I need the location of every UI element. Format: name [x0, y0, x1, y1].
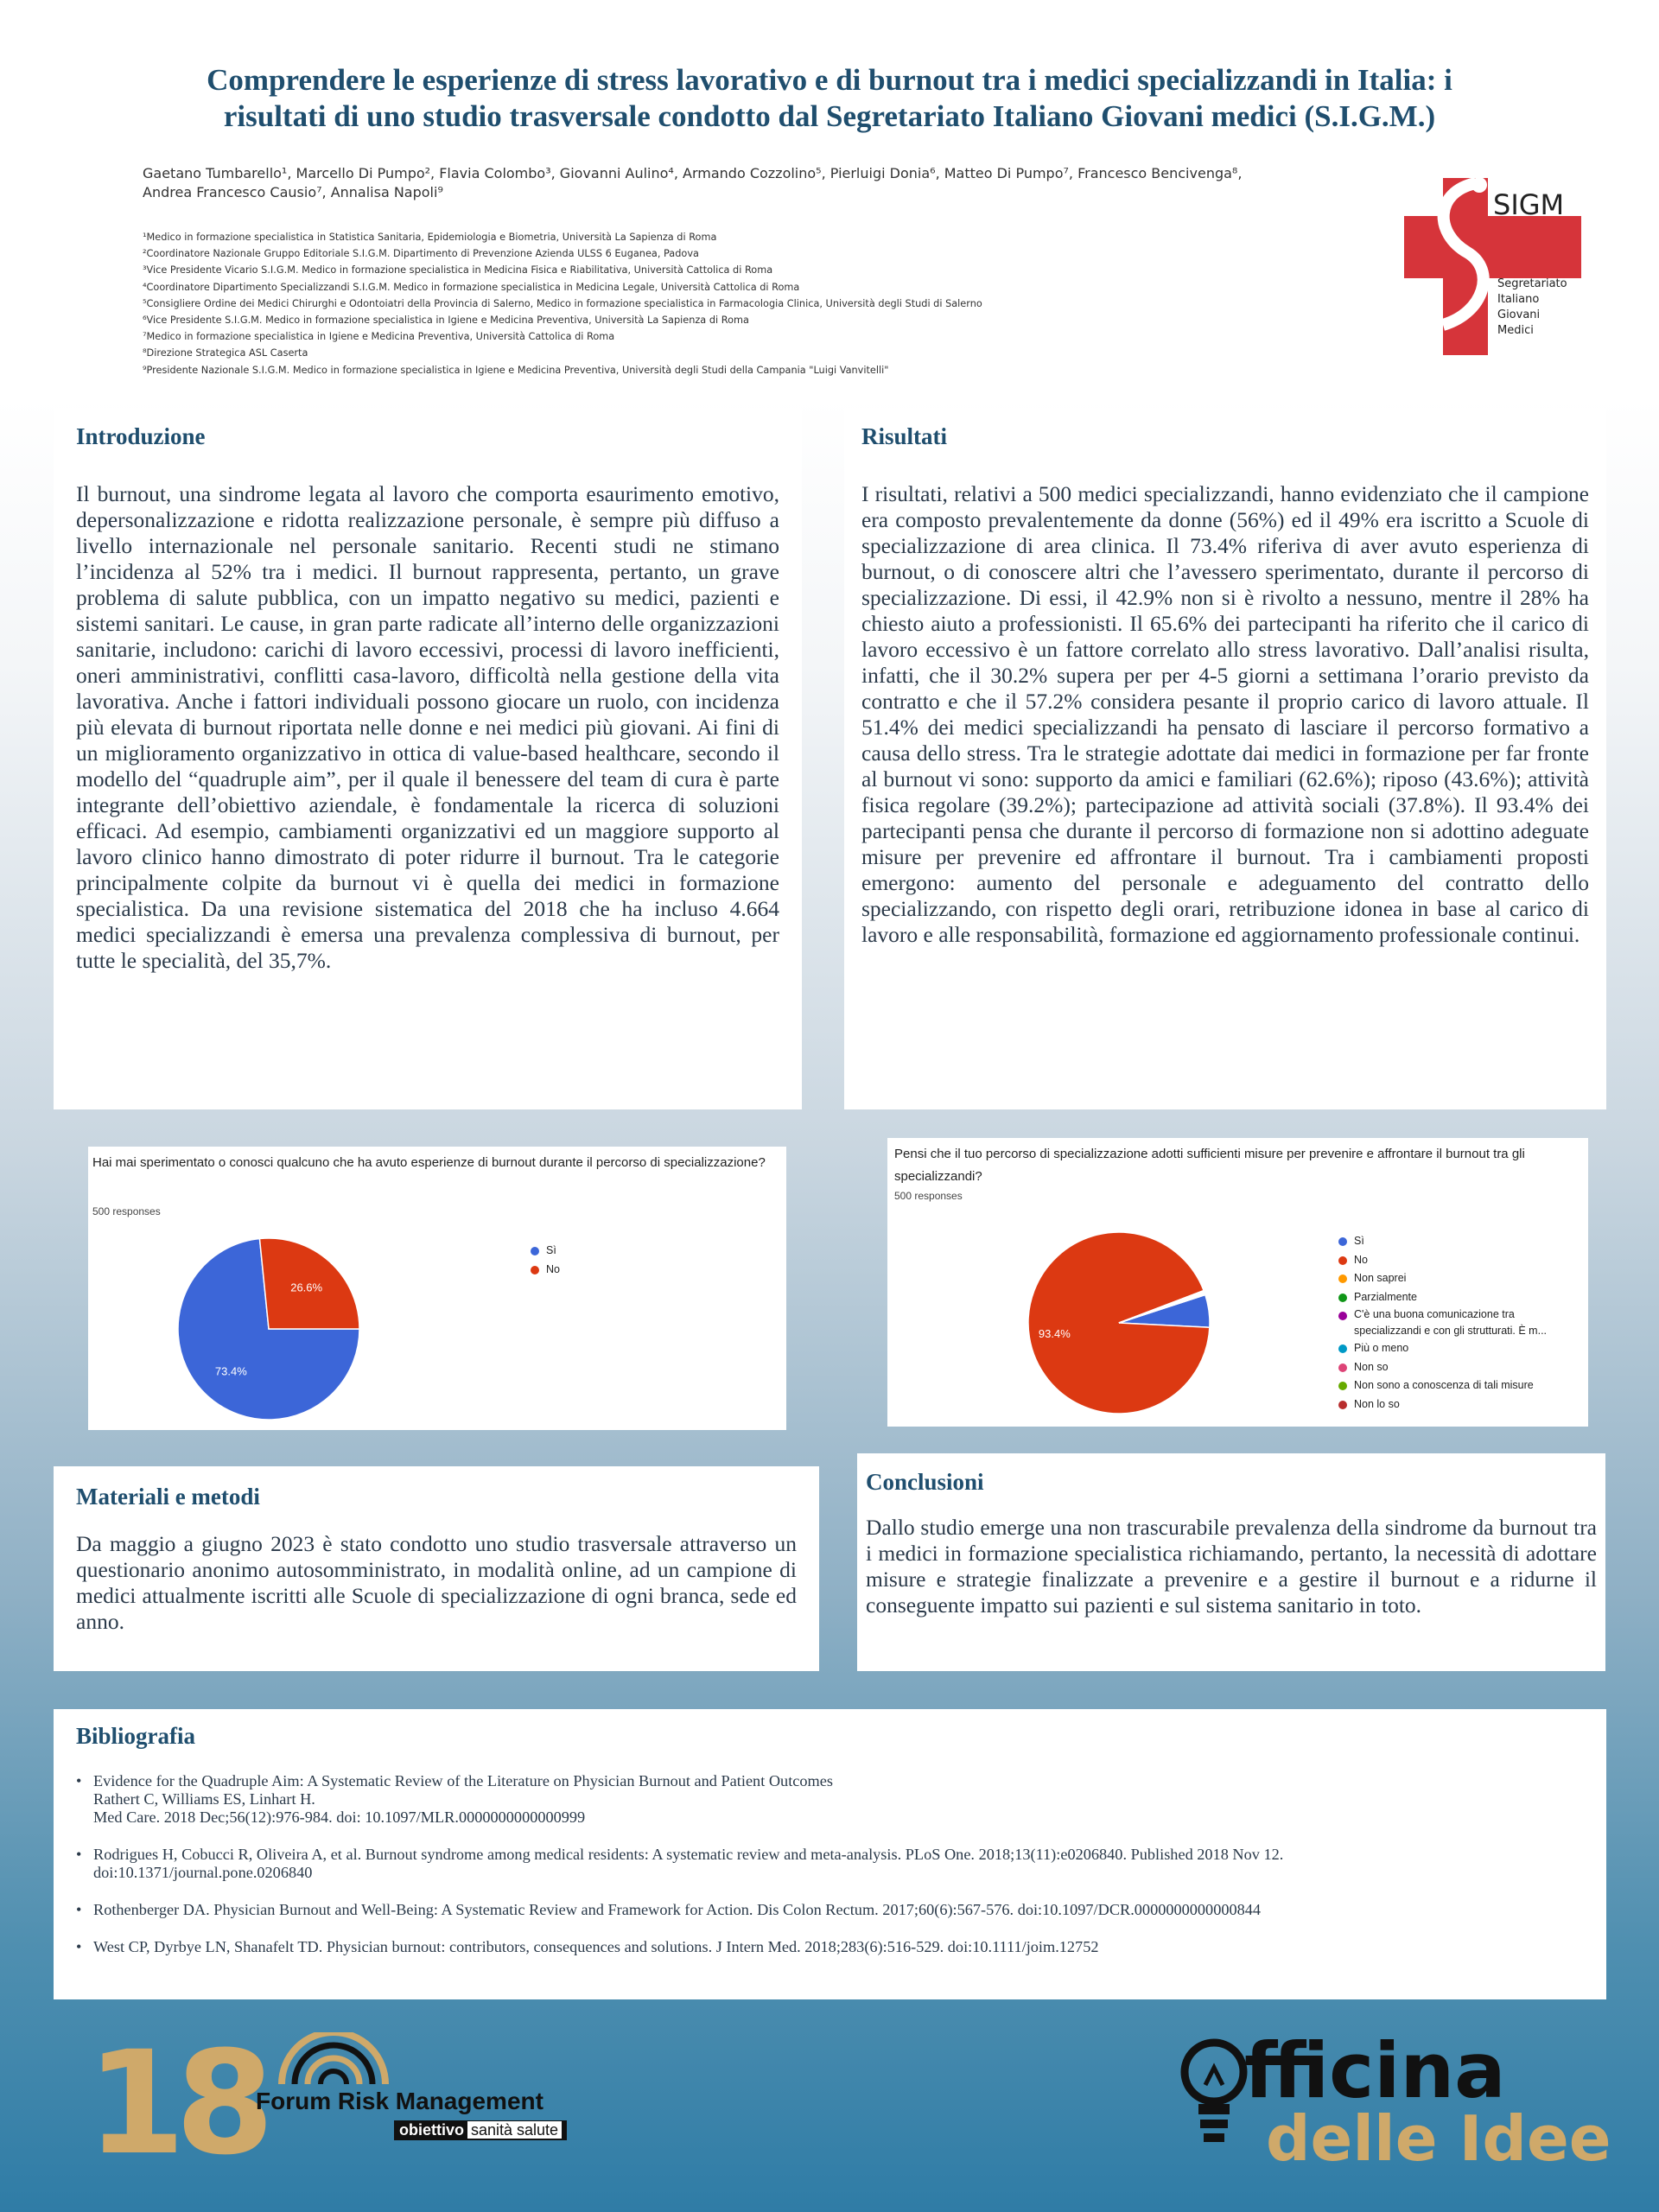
sigm-logo-subtitle	[1497, 276, 1567, 339]
logo-sub-line: Italiano	[1497, 293, 1540, 306]
bibliography-section	[54, 1709, 1606, 1999]
legend-item	[1337, 1288, 1583, 1307]
legend-item	[1337, 1376, 1583, 1395]
legend-item	[1337, 1306, 1583, 1339]
title-line-2: risultati di uno studio trasversale condotto dal Segretariato Italiano Giovani medici (S.I.G.M.)	[223, 99, 1436, 133]
officina-delle-idee-logo	[1179, 2026, 1629, 2182]
chart-legend	[529, 1242, 560, 1279]
bibliography-list	[76, 1772, 1584, 1956]
authors-line-1: Gaetano Tumbarello¹, Marcello Di Pumpo², Flavia Colombo³, Giovanni Aulino⁴, Armando Cozzolino⁵, Pierluigi Donia⁶, Matteo Di Pumpo⁷, Francesco Bencivenga⁸,	[143, 165, 1243, 181]
introduction-text: Il burnout, una sindrome legata al lavoro che comporta esaurimento emotivo, depersonalizzazione e ridotta realizzazione personale, è sempre più diffuso a livello internazionale nel personale sanitario. Recenti studi ne stimano l’incidenza al 52% tra i medici. Il burnout rappresenta, pertanto, un grave problema di salute pubblica, con un impatto negativo su medici, pazienti e sistemi sanitari. Le cause, in gran parte radicate all’interno delle organizzazioni sanitarie, includono: carichi di lavoro eccessivi, processi di lavoro inefficienti, oneri amministrativi, conflitti casa-lavoro, difficoltà nella gestione della vita lavorativa. Anche i fattori individuali possono giocare un ruolo, con incidenza più elevata di burnout riportata nelle donne e nei medici più giovani. Ai fini di un miglioramento organizzativo in ottica di value-based healthcare, secondo il modello del “quadruple aim”, per il quale il benessere del team di cura è parte integrante dell’obiettivo aziendale, è fondamentale la ricerca di soluzioni efficaci. Ad esempio, cambiamenti organizzativi ed un maggiore supporto al lavoro clinico hanno dimostrato di poter ridurre il burnout. Tra le categorie principalmente colpite da burnout vi è quella dei medici in formazione specialistica. Da una revisione sistematica del 2018 che ha incluso 4.664 medici specializzandi è emersa una prevalenza complessiva di burnout, per tutte le specialità, del 35,7%.	[76, 481, 779, 973]
legend-swatch	[1338, 1363, 1347, 1372]
chart-title: Pensi che il tuo percorso di specializzazione adotti sufficienti misure per prevenire e affrontare il burnout tra gli specializzandi?	[894, 1147, 1525, 1184]
forum-name: Forum Risk Management	[256, 2088, 543, 2114]
affiliation: ³Vice Presidente Vicario S.I.G.M. Medico in formazione specialistica in Medicina Fisica e Riabilitativa, Università Cattolica di Roma	[143, 264, 773, 276]
pie-chart-prevention-measures	[887, 1138, 1588, 1427]
legend-item	[529, 1242, 560, 1261]
legend-swatch	[1338, 1274, 1347, 1283]
affiliations	[143, 229, 1352, 378]
legend-item	[1337, 1339, 1583, 1358]
slice-label: 93.4%	[1038, 1326, 1071, 1340]
results-heading: Risultati	[861, 423, 948, 449]
methods-heading: Materiali e metodi	[76, 1484, 260, 1510]
legend-swatch	[531, 1266, 539, 1274]
edition-18-logo: 18	[86, 2020, 264, 2186]
officina-word: fficina	[1244, 2026, 1506, 2115]
legend-label: Parzialmente	[1354, 1290, 1417, 1303]
legend-swatch	[1338, 1312, 1347, 1320]
slice-label: 73.4%	[214, 1364, 247, 1378]
legend-swatch	[1338, 1237, 1347, 1246]
pie-chart-burnout-experience	[88, 1147, 786, 1430]
bibliography-item: • Evidence for the Quadruple Aim: A Systematic Review of the Literature on Physician Burnout and Patient Outcomes Rathert C, Williams ES, Linhart H. Med Care. 2018 Dec;56(12):976-984. doi: 10.1097/MLR.0000000000000999	[76, 1772, 1584, 1827]
legend-label: No	[546, 1262, 560, 1275]
chart-subtitle: 500 responses	[894, 1190, 963, 1202]
affiliation: ⁹Presidente Nazionale S.I.G.M. Medico in formazione specialistica in Igiene e Medicina Preventiva, Università degli Studi della Campania "Luigi Vanvitelli"	[143, 364, 889, 376]
affiliation: ⁴Coordinatore Dipartimento Specializzandi S.I.G.M. Medico in formazione specialistica in Medicina Legale, Università Cattolica di Roma	[143, 281, 800, 293]
legend-swatch	[1338, 1294, 1347, 1302]
conclusions-heading: Conclusioni	[866, 1469, 984, 1495]
methods-text: Da maggio a giugno 2023 è stato condotto uno studio trasversale attraverso un questionario anonimo autosomministrato, in modalità online, ad un campione di medici attualmente iscritti alle Scuole di specializzazione di ogni branca, sede ed anno.	[76, 1531, 797, 1634]
logo-sub-line: Medici	[1497, 324, 1534, 337]
bibliography-item: • West CP, Dyrbye LN, Shanafelt TD. Physician burnout: contributors, consequences and solutions. J Intern Med. 2018;283(6):516-529. doi:10.1111/joim.12752	[76, 1938, 1584, 1956]
authors-line-2: Andrea Francesco Causio⁷, Annalisa Napoli⁹	[143, 184, 443, 200]
legend-swatch	[1338, 1344, 1347, 1353]
sigm-logo-word: SIGM	[1493, 188, 1565, 221]
affiliation: ⁸Direzione Strategica ASL Caserta	[143, 347, 308, 359]
legend-label: Non sono a conoscenza di tali misure	[1354, 1379, 1534, 1391]
bibliography-heading: Bibliografia	[76, 1723, 196, 1749]
legend-label: Non saprei	[1354, 1272, 1407, 1284]
conclusions-section	[857, 1453, 1605, 1671]
legend-swatch	[1338, 1401, 1347, 1409]
forum-risk-management-logo	[256, 2032, 601, 2153]
affiliation: ⁵Consigliere Ordine dei Medici Chirurghi e Odontoiatri della Provincia di Salerno, Medico in formazione specialistica in Farmacologia Clinica, Università degli Studi di Salerno	[143, 297, 982, 309]
tagline-part: obiettivo	[399, 2121, 464, 2139]
chart-title: Hai mai sperimentato o conosci qualcuno che ha avuto esperienze di burnout durante il percorso di specializzazione?	[92, 1155, 766, 1170]
legend-swatch	[1338, 1382, 1347, 1390]
conclusions-text: Dallo studio emerge una non trascurabile prevalenza della sindrome da burnout tra i medici in formazione specialistica richiamando, pertanto, la necessità di adottare misure e strategie finalizzate a prevenire e a gestire il burnout e a ridurne il conseguente impatto sui pazienti e sul sistema sanitario in toto.	[866, 1515, 1597, 1618]
legend-label: C'è una buona comunicazione tra specializzandi e con gli strutturati. È m...	[1354, 1308, 1548, 1337]
tagline-part: sanità salute	[467, 2121, 562, 2139]
chart-legend	[1337, 1232, 1583, 1414]
logo-sub-line: Segretariato	[1497, 277, 1567, 290]
chart-subtitle: 500 responses	[92, 1205, 161, 1217]
authors	[143, 164, 1404, 202]
slice-label: 26.6%	[290, 1281, 323, 1294]
legend-label: Non lo so	[1354, 1397, 1400, 1410]
introduction-section	[54, 408, 802, 1109]
forum-tagline	[394, 2120, 567, 2140]
lightbulb-icon	[1179, 2033, 1249, 2163]
legend-item	[1337, 1269, 1583, 1288]
legend-label: Sì	[546, 1244, 556, 1256]
legend-swatch	[1338, 1256, 1347, 1265]
delle-idee-word: delle Idee	[1266, 2102, 1611, 2175]
sigm-logo	[1400, 173, 1590, 363]
legend-label: No	[1354, 1253, 1368, 1266]
pie-chart-svg	[88, 1147, 786, 1430]
bibliography-item: • Rodrigues H, Cobucci R, Oliveira A, et al. Burnout syndrome among medical residents: A systematic review and meta-analysis. PLoS One. 2018;13(11):e0206840. Published 2018 Nov 12. doi:10.1371/journal.pone.0206840	[76, 1846, 1584, 1882]
affiliation: ⁷Medico in formazione specialistica in Igiene e Medicina Preventiva, Università Cattolica di Roma	[143, 331, 615, 343]
legend-label: Più o meno	[1354, 1342, 1409, 1354]
legend-item	[1337, 1232, 1583, 1251]
affiliation: ¹Medico in formazione specialistica in Statistica Sanitaria, Epidemiologia e Biometria, Università La Sapienza di Roma	[143, 232, 717, 243]
introduction-heading: Introduzione	[76, 423, 206, 449]
bibliography-item: • Rothenberger DA. Physician Burnout and Well-Being: A Systematic Review and Framework for Action. Dis Colon Rectum. 2017;60(6):567-576. doi:10.1097/DCR.0000000000000844	[76, 1901, 1584, 1919]
results-section	[844, 408, 1606, 1109]
legend-item	[1337, 1395, 1583, 1414]
logo-sub-line: Giovani	[1497, 308, 1541, 321]
affiliation: ²Coordinatore Nazionale Gruppo Editoriale S.I.G.M. Dipartimento di Prevenzione Azienda ULSS 6 Euganea, Padova	[143, 248, 699, 260]
methods-section	[54, 1466, 819, 1671]
legend-label: Sì	[1354, 1235, 1364, 1247]
legend-label: Non so	[1354, 1360, 1389, 1373]
legend-item	[1337, 1251, 1583, 1270]
results-text: I risultati, relativi a 500 medici specializzandi, hanno evidenziato che il campione era composto prevalentemente da donne (56%) ed il 49% era iscritto a Scuole di specializzazione di area clinica. Il 73.4% riferiva di aver avuto esperienza di burnout, o di conoscere altri che l’avessero sperimentato, durante il percorso di specializzazione. Di essi, il 42.9% non si è rivolto a nessuno, mentre il 28% ha chiesto aiuto a professionisti. Il 65.6% dei partecipanti ha riferito che il carico di lavoro eccessivo è un fattore correlato allo stress lavorativo. Dall’analisi risulta, infatti, che il 30.2% supera per per 4-5 giorni a settimana l’orario previsto da contratto e che il 57.2% considera pesante il proprio carico di lavoro attuale. Il 51.4% dei medici specializzandi ha pensato di lasciare il percorso formativo a causa dello stress. Tra le strategie adottate dai medici in formazione per far fronte al burnout vi sono: supporto da amici e familiari (62.6%); riposo (43.6%); attività fisica regolare (39.2%); partecipazione ad attività sociali (37.8%). Il 93.4% dei partecipanti pensa che durante il percorso di formazione non si adottino adeguate misure per prevenire ed affrontare il burnout. Tra i cambiamenti proposti emergono: aumento del personale e adeguamento del contratto dello specializzando, con rispetto degli orari, retribuzione idonea in base al carico di lavoro e alle responsabilità, formazione ed aggiornamento professionale continui.	[861, 481, 1589, 947]
title-line-1: Comprendere le esperienze di stress lavorativo e di burnout tra i medici specializzandi in Italia: i	[207, 63, 1452, 97]
poster-title	[104, 62, 1555, 135]
affiliation: ⁶Vice Presidente S.I.G.M. Medico in formazione specialistica in Igiene e Medicina Preventiva, Università La Sapienza di Roma	[143, 315, 749, 327]
legend-item	[529, 1261, 560, 1280]
legend-swatch	[531, 1247, 539, 1255]
fingerprint-icon	[264, 2032, 403, 2093]
legend-item	[1337, 1358, 1583, 1377]
